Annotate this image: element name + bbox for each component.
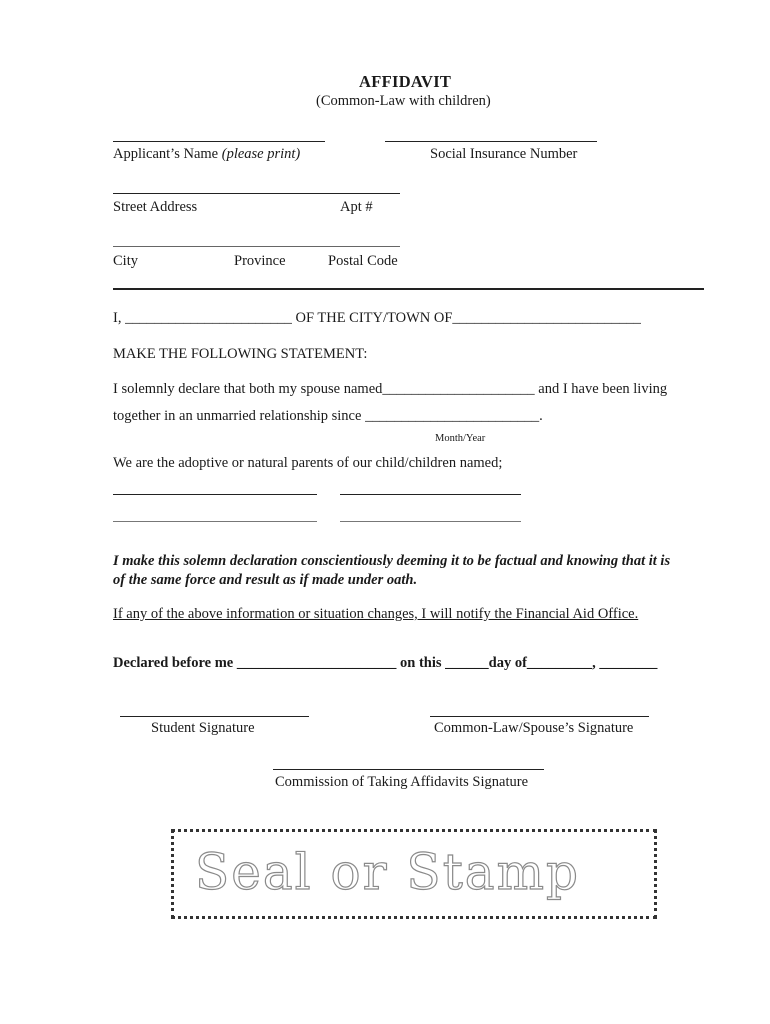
day-blank[interactable]: ______ [445, 655, 489, 671]
relationship-since-line: together in an unmarried relationship since ________________________. [113, 408, 543, 424]
child-name-line-3[interactable] [113, 521, 317, 522]
applicant-name-label: Applicant’s Name (please print) [113, 146, 301, 162]
declared-before-line: Declared before me ______________________ on this ______day of_________, ________ [113, 655, 658, 671]
student-signature-line[interactable] [120, 716, 309, 717]
since-date-blank[interactable]: ________________________ [365, 408, 540, 424]
child-name-line-2[interactable] [340, 494, 521, 495]
street-address-line[interactable] [113, 193, 400, 194]
city-label: City [113, 253, 138, 269]
apt-label: Apt # [340, 199, 373, 215]
child-name-line-1[interactable] [113, 494, 317, 495]
spouse-signature-label: Common-Law/Spouse’s Signature [434, 720, 634, 736]
child-name-line-4[interactable] [340, 521, 521, 522]
spouse-statement-line: I solemnly declare that both my spouse named_____________________ and I have been living [113, 381, 668, 397]
spouse-signature-line[interactable] [430, 716, 649, 717]
student-signature-label: Student Signature [151, 720, 255, 736]
section-divider [113, 288, 704, 290]
notify-statement: If any of the above information or situation changes, I will notify the Financial Aid Office. [113, 606, 639, 622]
sin-label: Social Insurance Number [430, 146, 578, 162]
month-blank[interactable]: _________ [526, 655, 593, 671]
street-address-label: Street Address [113, 199, 198, 215]
commissioner-signature-label: Commission of Taking Affidavits Signature [275, 774, 528, 790]
page-subtitle: (Common-Law with children) [316, 93, 491, 109]
applicant-name-line[interactable] [113, 141, 325, 142]
postal-code-label: Postal Code [328, 253, 398, 269]
declarant-name-blank[interactable]: _______________________ [125, 310, 292, 326]
parents-statement: We are the adoptive or natural parents of our child/children named; [113, 455, 503, 471]
declarant-line: I, _______________________ OF THE CITY/TOWN OF__________________________ [113, 310, 641, 326]
city-line[interactable] [113, 246, 400, 247]
page-title: AFFIDAVIT [359, 72, 452, 91]
province-label: Province [234, 253, 286, 269]
make-statement-heading: MAKE THE FOLLOWING STATEMENT: [113, 346, 368, 362]
declared-before-blank[interactable]: ______________________ [236, 655, 397, 671]
month-year-hint: Month/Year [435, 433, 486, 444]
solemn-declaration-line-1: I make this solemn declaration conscientiously deeming it to be factual and knowing that it is [113, 553, 671, 569]
city-town-blank[interactable]: __________________________ [452, 310, 641, 326]
commissioner-signature-line[interactable] [273, 769, 544, 770]
spouse-name-blank[interactable]: _____________________ [382, 381, 535, 397]
solemn-declaration-line-2: of the same force and result as if made under oath. [113, 572, 418, 588]
sin-line[interactable] [385, 141, 597, 142]
seal-stamp-watermark: Seal or Stamp [195, 843, 581, 901]
year-blank[interactable]: ________ [599, 655, 658, 671]
